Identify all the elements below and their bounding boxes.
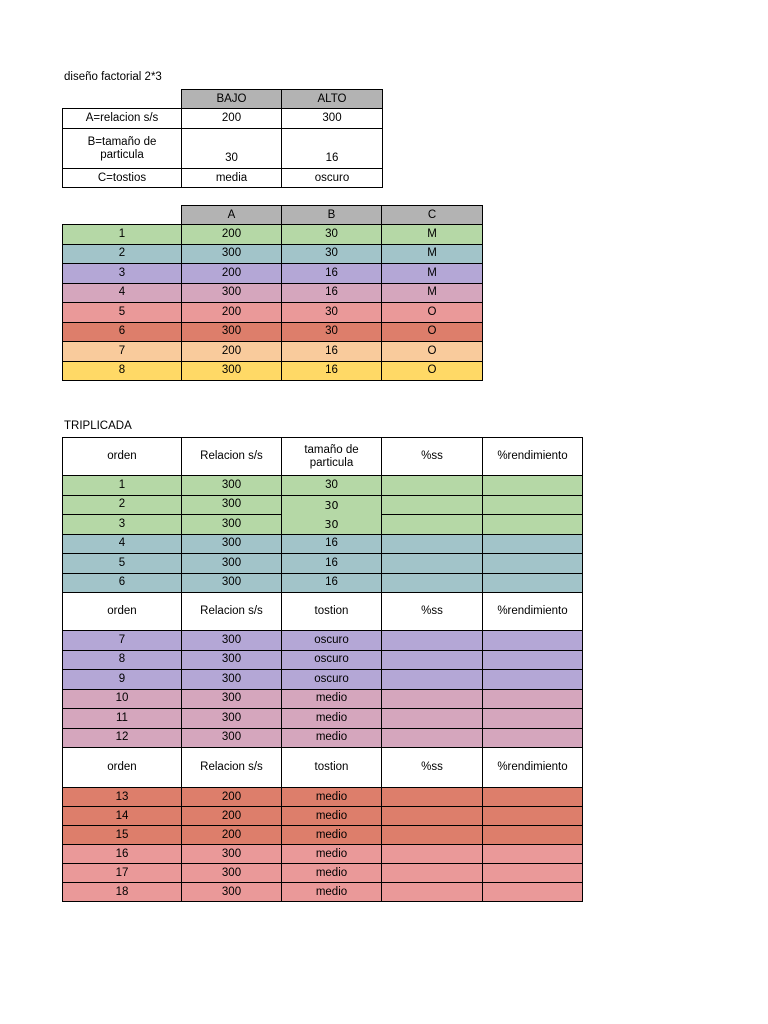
relacion-cell: 300 — [182, 845, 282, 864]
corner-cell — [63, 90, 182, 109]
tamano-cell: 16 — [282, 573, 382, 593]
orden-cell: 1 — [63, 476, 182, 496]
level-b: 16 — [282, 361, 382, 381]
ss-cell — [382, 807, 483, 826]
ss-cell — [382, 495, 483, 515]
relacion-cell: 300 — [182, 670, 282, 690]
header-relacion: Relacion s/s — [182, 593, 282, 631]
relacion-cell: 300 — [182, 864, 282, 883]
rendimiento-cell — [483, 845, 583, 864]
tostion-cell: medio — [282, 864, 382, 883]
header-rendimiento: %rendimiento — [483, 438, 583, 476]
factor-c-alto: oscuro — [282, 169, 383, 188]
table-row — [63, 476, 583, 496]
run-number: 1 — [63, 225, 182, 245]
table-row — [63, 728, 583, 748]
table-row — [63, 283, 483, 303]
header-ss: %ss — [382, 748, 483, 788]
factor-a-alto: 300 — [282, 109, 383, 129]
orden-cell: 18 — [63, 883, 182, 902]
header-relacion: Relacion s/s — [182, 438, 282, 476]
rendimiento-cell — [483, 728, 583, 748]
relacion-cell: 300 — [182, 650, 282, 670]
relacion-cell: 300 — [182, 631, 282, 651]
header-orden: orden — [63, 438, 182, 476]
rendimiento-cell — [483, 631, 583, 651]
run-number: 7 — [63, 342, 182, 362]
header-tostion: tostion — [282, 593, 382, 631]
table-row — [63, 826, 583, 845]
tostion-cell: oscuro — [282, 670, 382, 690]
tamano-cell: 16 — [282, 534, 382, 554]
table-row — [63, 670, 583, 690]
ss-cell — [382, 728, 483, 748]
tostion-cell: medio — [282, 728, 382, 748]
ss-cell — [382, 573, 483, 593]
ss-cell — [382, 554, 483, 574]
level-a: 300 — [182, 244, 282, 264]
run-number: 5 — [63, 303, 182, 323]
orden-cell: 12 — [63, 728, 182, 748]
table-row — [63, 244, 483, 264]
header-ss: %ss — [382, 438, 483, 476]
table-row — [63, 342, 483, 362]
orden-cell: 10 — [63, 689, 182, 709]
relacion-cell: 300 — [182, 709, 282, 729]
level-a: 300 — [182, 322, 282, 342]
header-c: C — [382, 206, 483, 225]
level-c: M — [382, 283, 483, 303]
tostion-cell: medio — [282, 826, 382, 845]
factor-c-label: C=tostios — [63, 169, 182, 188]
level-c: O — [382, 361, 483, 381]
header-ss: %ss — [382, 593, 483, 631]
rendimiento-cell — [483, 515, 583, 535]
relacion-cell: 200 — [182, 807, 282, 826]
sheet-title: diseño factorial 2*3 — [64, 71, 162, 83]
orden-cell: 11 — [63, 709, 182, 729]
table-row — [63, 264, 483, 284]
header-tamano: tamaño de particula — [282, 438, 382, 476]
ss-cell — [382, 883, 483, 902]
rendimiento-cell — [483, 709, 583, 729]
factor-a-label: A=relacion s/s — [63, 109, 182, 129]
orden-cell: 7 — [63, 631, 182, 651]
level-a: 300 — [182, 283, 282, 303]
header-tostion: tostion — [282, 748, 382, 788]
tostion-cell: medio — [282, 883, 382, 902]
tostion-cell: medio — [282, 788, 382, 807]
level-a: 200 — [182, 264, 282, 284]
ss-cell — [382, 534, 483, 554]
level-b: 30 — [282, 244, 382, 264]
ss-cell — [382, 650, 483, 670]
table-row — [63, 573, 583, 593]
level-b: 16 — [282, 283, 382, 303]
run-number: 2 — [63, 244, 182, 264]
level-c: O — [382, 303, 483, 323]
tostion-cell: medio — [282, 709, 382, 729]
table-row — [63, 495, 583, 515]
rendimiento-cell — [483, 573, 583, 593]
rendimiento-cell — [483, 534, 583, 554]
table-row — [63, 709, 583, 729]
ss-cell — [382, 845, 483, 864]
header-rendimiento: %rendimiento — [483, 593, 583, 631]
relacion-cell: 300 — [182, 476, 282, 496]
block-header — [63, 748, 583, 788]
relacion-cell: 300 — [182, 573, 282, 593]
table-row — [63, 650, 583, 670]
level-a: 300 — [182, 361, 282, 381]
tostion-cell: oscuro — [282, 650, 382, 670]
rendimiento-cell — [483, 826, 583, 845]
header-a: A — [182, 206, 282, 225]
level-c: M — [382, 264, 483, 284]
table-row — [63, 631, 583, 651]
rendimiento-cell — [483, 650, 583, 670]
factor-b-label: B=tamaño de particula — [63, 129, 182, 169]
ss-cell — [382, 709, 483, 729]
relacion-cell: 300 — [182, 515, 282, 535]
rendimiento-cell — [483, 670, 583, 690]
ss-cell — [382, 864, 483, 883]
level-b: 30 — [282, 322, 382, 342]
factor-levels-table — [62, 89, 383, 188]
orden-cell: 3 — [63, 515, 182, 535]
relacion-cell: 300 — [182, 728, 282, 748]
level-a: 200 — [182, 303, 282, 323]
triplicada-table — [62, 437, 583, 902]
rendimiento-cell — [483, 689, 583, 709]
orden-cell: 6 — [63, 573, 182, 593]
design-matrix-table — [62, 205, 483, 381]
ss-cell — [382, 788, 483, 807]
orden-cell: 15 — [63, 826, 182, 845]
relacion-cell: 300 — [182, 495, 282, 515]
tostion-cell: medio — [282, 689, 382, 709]
triplicada-label: TRIPLICADA — [64, 420, 132, 432]
rendimiento-cell — [483, 554, 583, 574]
rendimiento-cell — [483, 788, 583, 807]
relacion-cell: 200 — [182, 788, 282, 807]
table-row — [63, 689, 583, 709]
ss-cell — [382, 670, 483, 690]
level-c: O — [382, 322, 483, 342]
table-row — [63, 322, 483, 342]
run-number: 4 — [63, 283, 182, 303]
rendimiento-cell — [483, 476, 583, 496]
orden-cell: 4 — [63, 534, 182, 554]
factor-a-bajo: 200 — [182, 109, 282, 129]
tamano-cell: 16 — [282, 554, 382, 574]
run-number: 8 — [63, 361, 182, 381]
ss-cell — [382, 826, 483, 845]
run-number: 6 — [63, 322, 182, 342]
table-row — [63, 361, 483, 381]
factor-b-alto: 16 — [282, 129, 383, 169]
header-alto: ALTO — [282, 90, 383, 109]
relacion-cell: 200 — [182, 826, 282, 845]
run-number: 3 — [63, 264, 182, 284]
relacion-cell: 300 — [182, 689, 282, 709]
tostion-cell: medio — [282, 845, 382, 864]
relacion-cell: 300 — [182, 883, 282, 902]
ss-cell — [382, 689, 483, 709]
orden-cell: 9 — [63, 670, 182, 690]
rendimiento-cell — [483, 495, 583, 515]
table-row — [63, 845, 583, 864]
relacion-cell: 300 — [182, 554, 282, 574]
header-b: B — [282, 206, 382, 225]
rendimiento-cell — [483, 807, 583, 826]
table-row — [63, 807, 583, 826]
level-c: O — [382, 342, 483, 362]
level-b: 30 — [282, 225, 382, 245]
table-row — [63, 303, 483, 323]
factor-c-bajo: media — [182, 169, 282, 188]
table-row — [63, 788, 583, 807]
table-row — [63, 864, 583, 883]
tamano-cell: 30 — [282, 476, 382, 496]
level-b: 30 — [282, 303, 382, 323]
tamano-cell: 30 — [282, 515, 382, 535]
table-row — [63, 554, 583, 574]
ss-cell — [382, 476, 483, 496]
level-c: M — [382, 244, 483, 264]
tostion-cell: oscuro — [282, 631, 382, 651]
header-orden: orden — [63, 748, 182, 788]
orden-cell: 2 — [63, 495, 182, 515]
level-a: 200 — [182, 342, 282, 362]
header-orden: orden — [63, 593, 182, 631]
ss-cell — [382, 631, 483, 651]
factor-b-bajo: 30 — [182, 129, 282, 169]
orden-cell: 16 — [63, 845, 182, 864]
block-header — [63, 593, 583, 631]
rendimiento-cell — [483, 883, 583, 902]
header-bajo: BAJO — [182, 90, 282, 109]
corner-cell — [63, 206, 182, 225]
tamano-cell: 30 — [282, 495, 382, 515]
block-header — [63, 438, 583, 476]
header-relacion: Relacion s/s — [182, 748, 282, 788]
header-rendimiento: %rendimiento — [483, 748, 583, 788]
ss-cell — [382, 515, 483, 535]
orden-cell: 5 — [63, 554, 182, 574]
orden-cell: 13 — [63, 788, 182, 807]
level-c: M — [382, 225, 483, 245]
level-b: 16 — [282, 264, 382, 284]
orden-cell: 14 — [63, 807, 182, 826]
orden-cell: 8 — [63, 650, 182, 670]
level-b: 16 — [282, 342, 382, 362]
tostion-cell: medio — [282, 807, 382, 826]
rendimiento-cell — [483, 864, 583, 883]
level-a: 200 — [182, 225, 282, 245]
table-row — [63, 883, 583, 902]
table-row — [63, 534, 583, 554]
relacion-cell: 300 — [182, 534, 282, 554]
orden-cell: 17 — [63, 864, 182, 883]
table-row — [63, 225, 483, 245]
table-row — [63, 515, 583, 535]
